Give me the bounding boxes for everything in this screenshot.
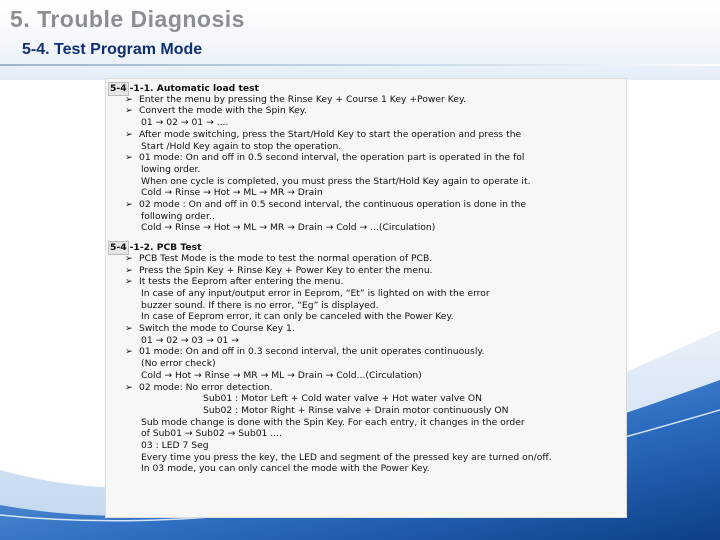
line-text: Switch the mode to Course Key 1. xyxy=(139,323,295,334)
text-line xyxy=(141,335,239,347)
line-text: When one cycle is completed, you must press the Start/Hold Key again to operate it. xyxy=(141,175,531,187)
section-title: -1-1. Automatic load test xyxy=(129,83,259,94)
text-line xyxy=(141,164,200,176)
line-text: In case of any input/output error in Eeprom, “Et” is lighted on with the error xyxy=(141,287,490,299)
text-line xyxy=(141,187,323,199)
text-line xyxy=(141,440,209,452)
line-text: After mode switching, press the Start/Hold Key to start the operation and press the xyxy=(139,128,522,140)
bullet-item xyxy=(125,276,343,288)
bullet-item xyxy=(125,105,307,117)
text-line xyxy=(141,417,525,429)
text-line xyxy=(141,300,379,312)
line-text: Convert the mode with the Spin Key. xyxy=(139,105,307,117)
text-line xyxy=(141,463,430,475)
line-text: (No error check) xyxy=(141,358,216,370)
text-line xyxy=(141,141,341,153)
content-panel xyxy=(105,78,627,518)
text-line xyxy=(141,211,215,223)
line-text: buzzer sound. If there is no error, “Eg” is displayed. xyxy=(141,299,379,311)
arrow-bullet-icon: ➢ xyxy=(125,199,133,210)
line-text: lowing order. xyxy=(141,163,201,175)
bullet-item xyxy=(125,199,526,211)
line-text: Sub mode change is done with the Spin Key. For each entry, it changes in the order xyxy=(141,416,525,428)
bullet-item xyxy=(125,346,484,358)
line-text: 01 → 02 → 03 → 01 → xyxy=(141,334,239,346)
arrow-bullet-icon: ➢ xyxy=(125,323,133,334)
text-line xyxy=(203,405,509,417)
text-line xyxy=(141,288,490,300)
section-title: -1-2. PCB Test xyxy=(129,242,202,254)
arrow-bullet-icon: ➢ xyxy=(125,346,133,358)
arrow-bullet-icon: ➢ xyxy=(125,105,133,117)
line-text: 02 mode: No error detection. xyxy=(139,381,273,393)
text-line xyxy=(141,117,228,129)
arrow-bullet-icon: ➢ xyxy=(125,152,133,164)
line-text: Cold → Hot → Rinse → MR → ML → Drain → Cold...(Circulation) xyxy=(141,369,422,381)
line-text: 03 : LED 7 Seg xyxy=(141,440,209,451)
bullet-item xyxy=(125,382,273,394)
text-line xyxy=(141,370,422,382)
bullet-item xyxy=(125,253,432,265)
text-line xyxy=(141,358,216,370)
line-text: Every time you press the key, the LED and segment of the pressed key are turned on/off. xyxy=(141,451,552,463)
line-text: PCB Test Mode is the mode to test the normal operation of PCB. xyxy=(139,252,433,264)
line-text: 01 mode: On and off in 0.5 second interval, the operation part is operated in the fol xyxy=(139,152,525,164)
bullet-item xyxy=(125,94,466,106)
arrow-bullet-icon: ➢ xyxy=(125,128,133,140)
line-text: 02 mode : On and off in 0.5 second interval, the continuous operation is done in the xyxy=(139,199,526,210)
text-line xyxy=(141,428,282,440)
bullet-item xyxy=(125,152,524,164)
text-line xyxy=(141,311,454,323)
line-text: Cold → Rinse → Hot → ML → MR → Drain xyxy=(141,187,323,199)
line-text: following order.. xyxy=(141,210,215,222)
line-text: It tests the Eeprom after entering the menu. xyxy=(139,276,344,288)
line-text: Start /Hold Key again to stop the operation. xyxy=(141,140,342,152)
line-text: Sub01 : Motor Left + Cold water valve + Hot water valve ON xyxy=(203,393,482,405)
bullet-item xyxy=(125,129,521,141)
section-number-badge: 5-4 xyxy=(110,242,127,254)
line-text: In case of Eeprom error, it can only be canceled with the Power Key. xyxy=(141,311,454,323)
arrow-bullet-icon: ➢ xyxy=(125,381,133,393)
line-text: In 03 mode, you can only cancel the mode with the Power Key. xyxy=(141,463,430,475)
text-line xyxy=(141,452,552,464)
arrow-bullet-icon: ➢ xyxy=(125,252,133,264)
page-subtitle: 5-4. Test Program Mode xyxy=(22,41,203,58)
bullet-item xyxy=(125,265,433,277)
text-line xyxy=(203,393,482,405)
section-number-badge: 5-4 xyxy=(110,83,127,94)
arrow-bullet-icon: ➢ xyxy=(125,264,133,276)
arrow-bullet-icon: ➢ xyxy=(125,93,133,105)
page-title: 5. Trouble Diagnosis xyxy=(10,6,245,32)
text-line xyxy=(141,222,435,234)
line-text: 01 → 02 → 01 → .... xyxy=(141,117,229,129)
line-text: Cold → Rinse → Hot → ML → MR → Drain → Cold → ...(Circulation) xyxy=(141,222,436,234)
line-text: Press the Spin Key + Rinse Key + Power Key to enter the menu. xyxy=(139,264,433,276)
line-text: Sub02 : Motor Right + Rinse valve + Drain motor continuously ON xyxy=(203,404,509,416)
arrow-bullet-icon: ➢ xyxy=(125,276,133,288)
line-text: Enter the menu by pressing the Rinse Key + Course 1 Key +Power Key. xyxy=(139,93,467,105)
text-line xyxy=(141,176,531,188)
bullet-item xyxy=(125,323,295,335)
line-text: of Sub01 → Sub02 → Sub01 .... xyxy=(141,428,282,440)
line-text: 01 mode: On and off in 0.3 second interval, the unit operates continuously. xyxy=(139,346,485,358)
